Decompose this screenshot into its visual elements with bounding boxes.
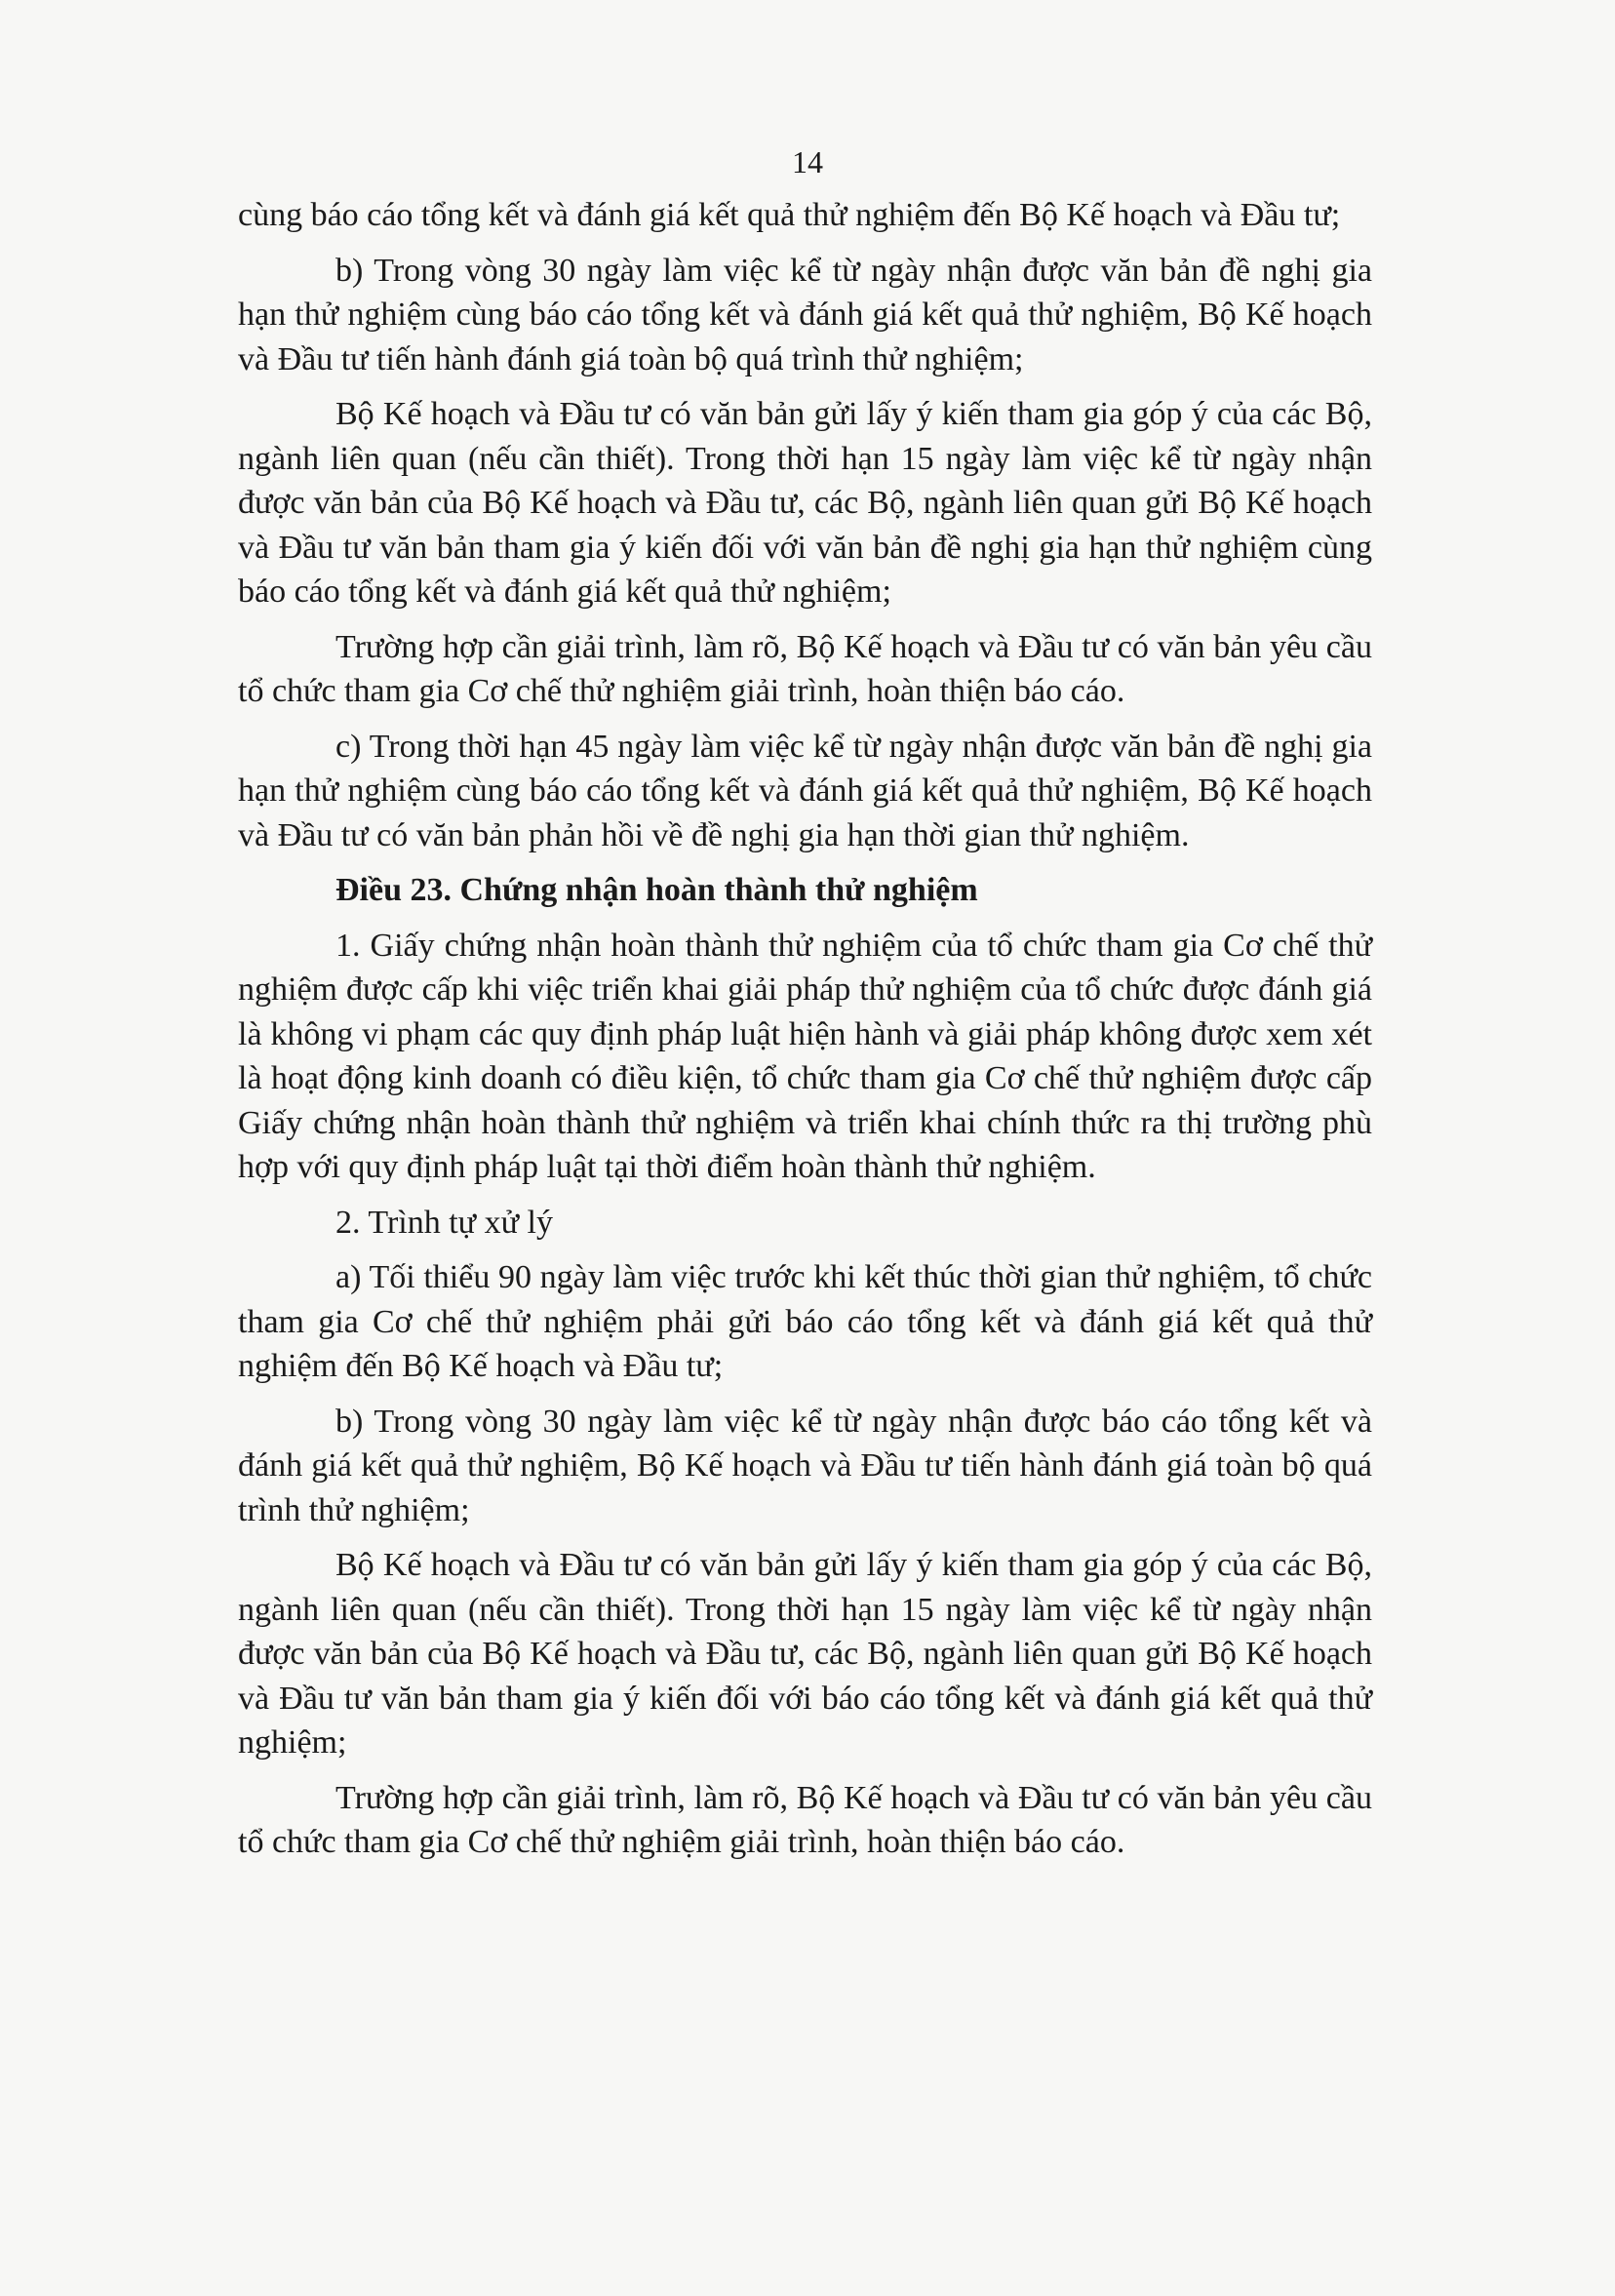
paragraph-clarification-2: Trường hợp cần giải trình, làm rõ, Bộ Kế hoạch và Đầu tư có văn bản yêu cầu tổ chức tham gia Cơ chế thử nghiệm giải trình, hoàn thiện báo cáo. [238,1779,1372,1860]
document-body [238,193,1372,1876]
paragraph-consultation: Bộ Kế hoạch và Đầu tư có văn bản gửi lấy ý kiến tham gia góp ý của các Bộ, ngành liên quan (nếu cần thiết). Trong thời hạn 15 ngày làm việc kể từ ngày nhận được văn bản của Bộ Kế hoạch và Đầu tư, các Bộ, ngành liên quan gửi Bộ Kế hoạch và Đầu tư văn bản tham gia ý kiến đối với văn bản đề nghị gia hạn thử nghiệm cùng báo cáo tổng kết và đánh giá kết quả thử nghiệm; [238,396,1372,610]
paragraph-consultation-2: Bộ Kế hoạch và Đầu tư có văn bản gửi lấy ý kiến tham gia góp ý của các Bộ, ngành liên quan (nếu cần thiết). Trong thời hạn 15 ngày làm việc kể từ ngày nhận được văn bản của Bộ Kế hoạch và Đầu tư, các Bộ, ngành liên quan gửi Bộ Kế hoạch và Đầu tư văn bản tham gia ý kiến đối với báo cáo tổng kết và đánh giá kết quả thử nghiệm; [238,1547,1372,1761]
paragraph-item-b-2: b) Trong vòng 30 ngày làm việc kể từ ngày nhận được báo cáo tổng kết và đánh giá kết quả thử nghiệm, Bộ Kế hoạch và Đầu tư tiến hành đánh giá toàn bộ quá trình thử nghiệm; [238,1403,1372,1528]
article-heading: Điều 23. Chứng nhận hoàn thành thử nghiệm [335,872,978,908]
paragraph-item-c: c) Trong thời hạn 45 ngày làm việc kể từ ngày nhận được văn bản đề nghị gia hạn thử nghiệm cùng báo cáo tổng kết và đánh giá kết quả thử nghiệm, Bộ Kế hoạch và Đầu tư có văn bản phản hồi về đề nghị gia hạn thời gian thử nghiệm. [238,728,1372,853]
paragraph-continuation: cùng báo cáo tổng kết và đánh giá kết quả thử nghiệm đến Bộ Kế hoạch và Đầu tư; [238,197,1341,233]
paragraph-clause-2: 2. Trình tự xử lý [335,1204,553,1241]
paragraph-item-a: a) Tối thiểu 90 ngày làm việc trước khi kết thúc thời gian thử nghiệm, tổ chức tham gia Cơ chế thử nghiệm phải gửi báo cáo tổng kết và đánh giá kết quả thử nghiệm đến Bộ Kế hoạch và Đầu tư; [238,1259,1372,1384]
paragraph-clarification: Trường hợp cần giải trình, làm rõ, Bộ Kế hoạch và Đầu tư có văn bản yêu cầu tổ chức tham gia Cơ chế thử nghiệm giải trình, hoàn thiện báo cáo. [238,628,1372,709]
page-number: 14 [792,144,823,179]
paragraph-clause-1: 1. Giấy chứng nhận hoàn thành thử nghiệm của tổ chức tham gia Cơ chế thử nghiệm được cấp khi việc triển khai giải pháp thử nghiệm của tổ chức được đánh giá là không vi phạm các quy định pháp luật hiện hành và giải pháp không được xem xét là hoạt động kinh doanh có điều kiện, tổ chức tham gia Cơ chế thử nghiệm được cấp Giấy chứng nhận hoàn thành thử nghiệm và triển khai chính thức ra thị trường phù hợp với quy định pháp luật tại thời điểm hoàn thành thử nghiệm. [238,927,1372,1185]
paragraph-item-b: b) Trong vòng 30 ngày làm việc kể từ ngày nhận được văn bản đề nghị gia hạn thử nghiệm cùng báo cáo tổng kết và đánh giá kết quả thử nghiệm, Bộ Kế hoạch và Đầu tư tiến hành đánh giá toàn bộ quá trình thử nghiệm; [238,252,1372,377]
